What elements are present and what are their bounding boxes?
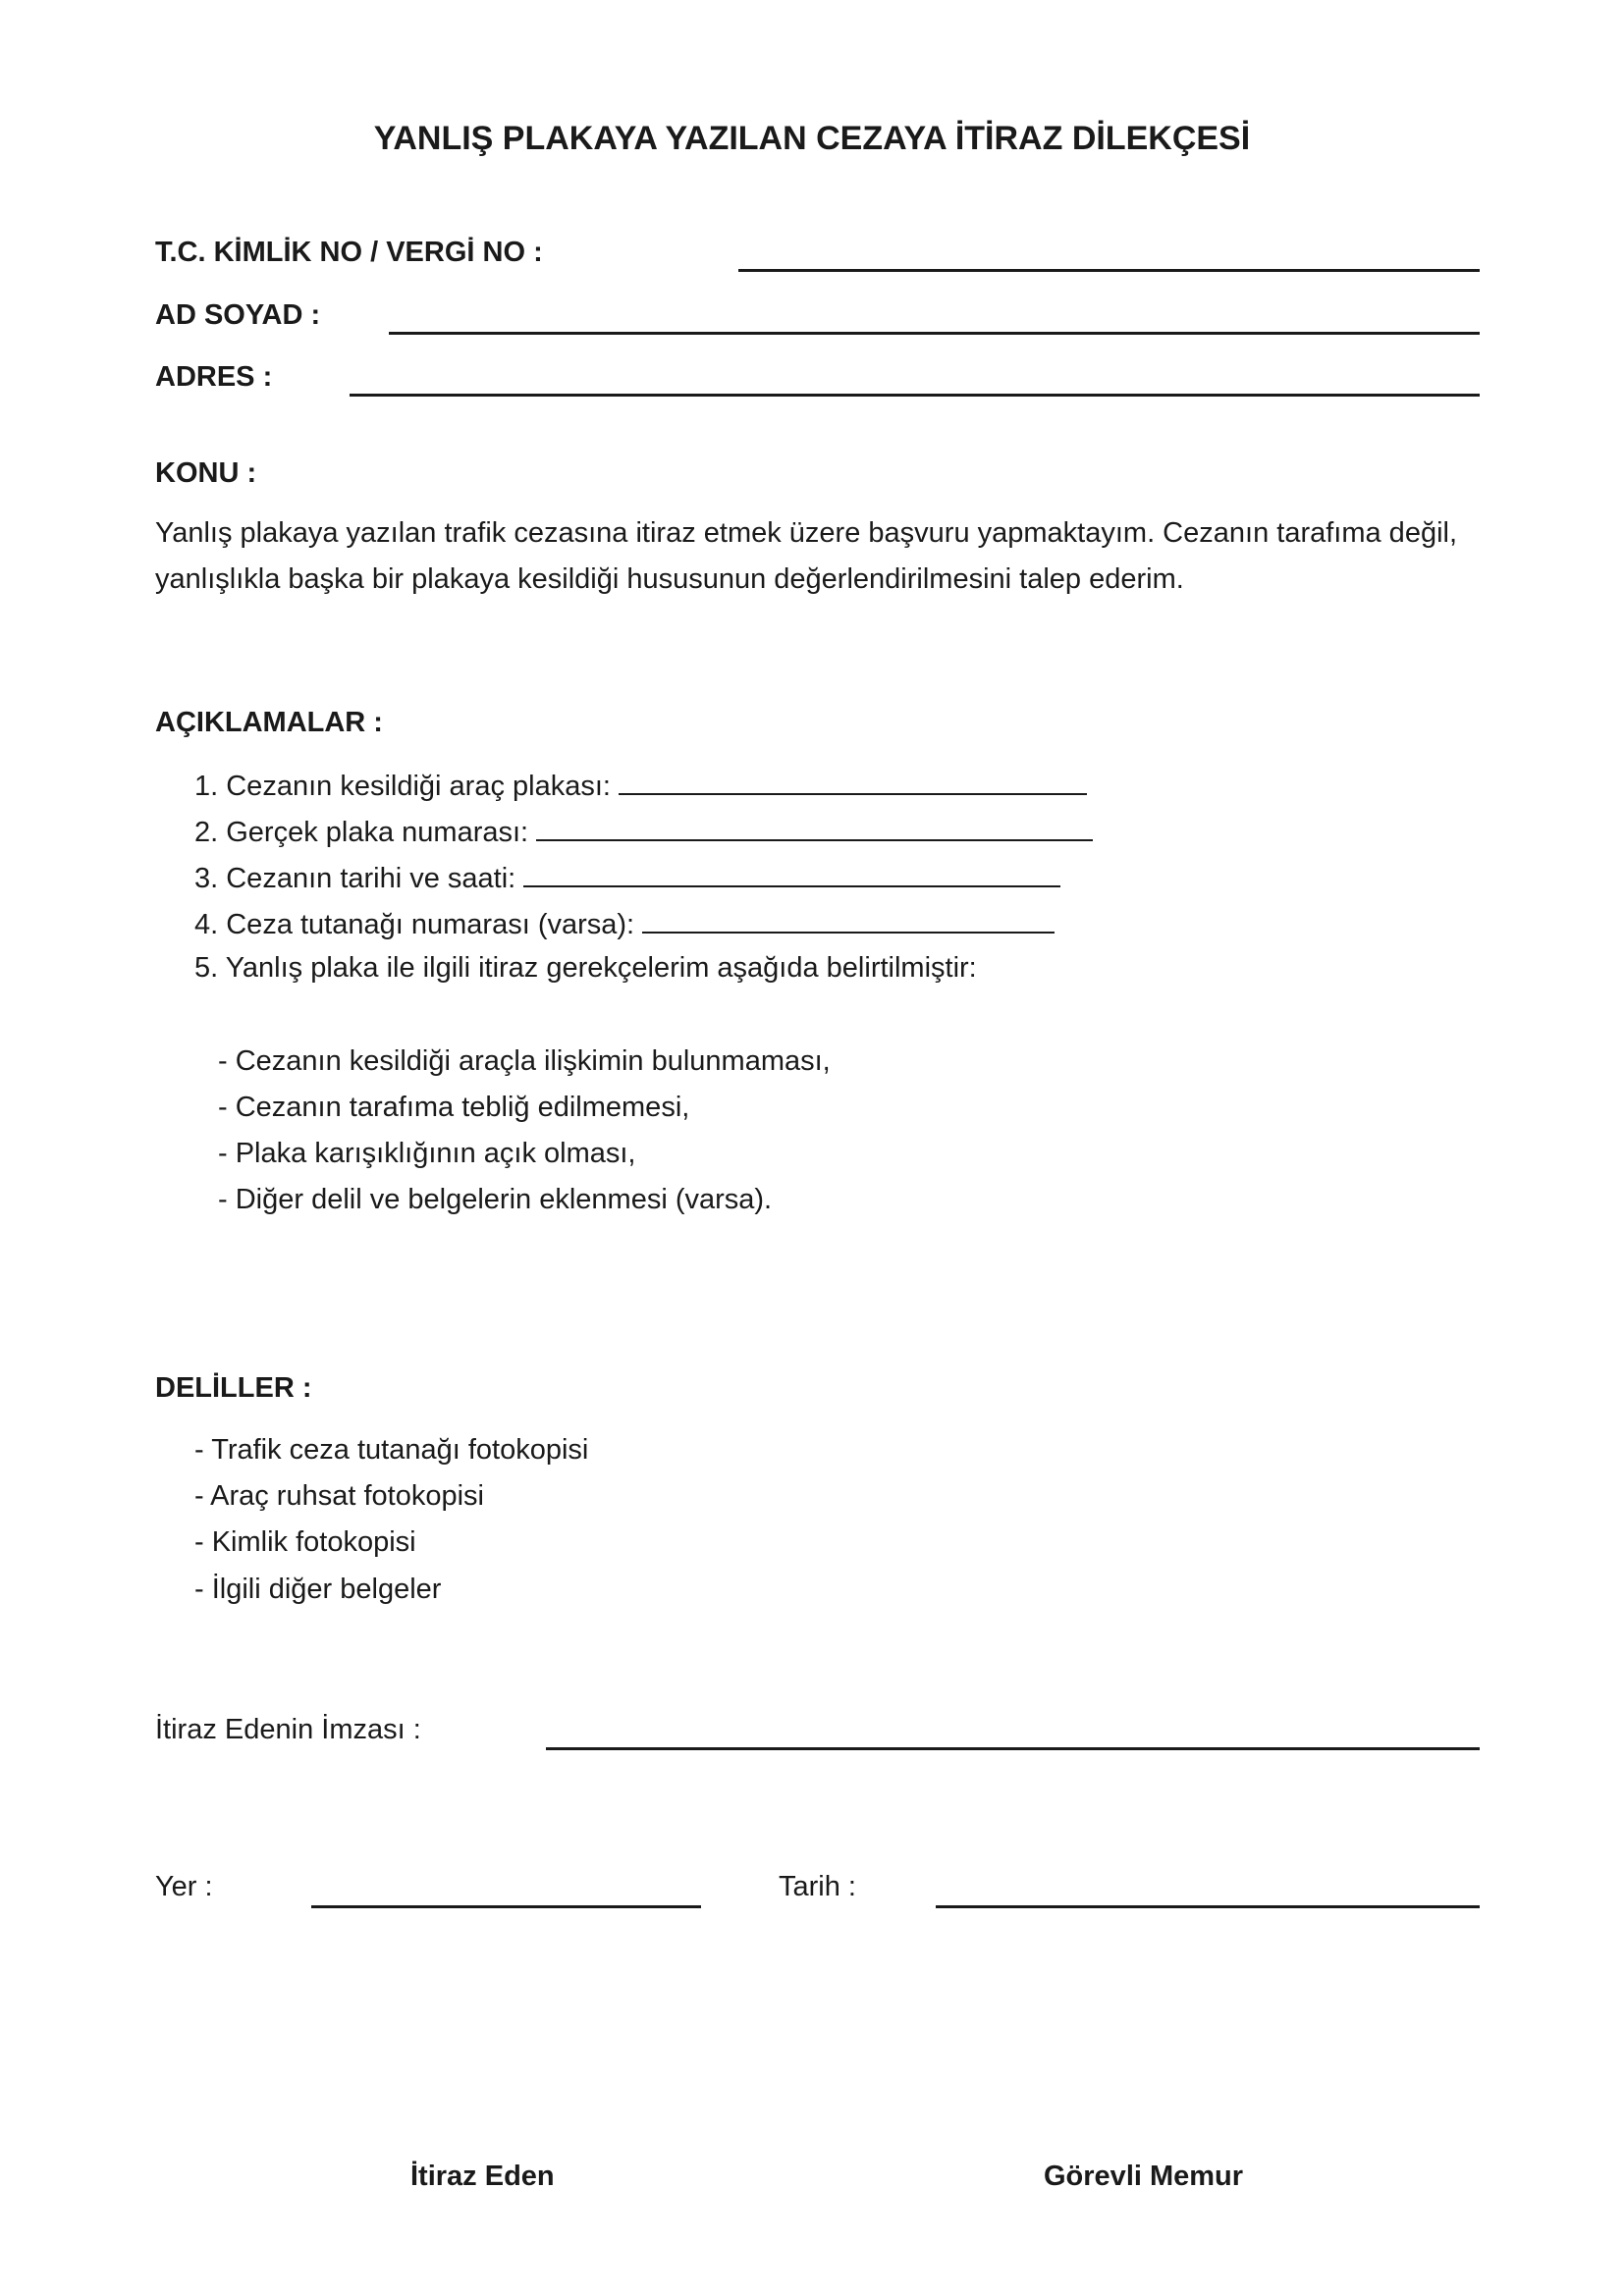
name-label: AD SOYAD : [155,299,321,331]
evidence-item: - Araç ruhsat fotokopisi [194,1480,484,1512]
footer-officer: Görevli Memur [1044,2161,1244,2192]
list-item-label: 3. Cezanın tarihi ve saati: [194,863,516,894]
date-label: Tarih : [779,1871,856,1902]
evidence-item: - Trafik ceza tutanağı fotokopisi [194,1434,589,1466]
list-item: 5. Yanlış plaka ile ilgili itiraz gerekçelerim aşağıda belirtilmiştir: [194,952,977,984]
subject-text: Yanlış plakaya yazılan trafik cezasına itiraz etmek üzere başvuru yapmaktayım. Cezanın tarafıma değil, yanlışlıkla başka bir plakaya kesildiği hususunun değerlendirilmesini talep ederim. [155,517,1458,595]
address-label: ADRES : [155,361,273,393]
list-item [194,860,1060,895]
signature-label: İtiraz Edenin İmzası : [155,1714,421,1745]
report-number-field[interactable] [642,906,1055,934]
fine-datetime-field[interactable] [523,860,1060,887]
subject-heading: KONU : [155,457,257,489]
real-plate-field[interactable] [536,814,1093,841]
evidence-heading: DELİLLER : [155,1372,312,1404]
reason-item: - Diğer delil ve belgelerin eklenmesi (varsa). [218,1184,773,1215]
reason-item: - Cezanın kesildiği araçla ilişkimin bulunmaması, [218,1045,831,1077]
address-field[interactable] [350,394,1480,397]
date-field[interactable] [936,1905,1480,1908]
list-item [194,814,1093,849]
list-item-label: 2. Gerçek plaka numarası: [194,817,529,848]
list-item-label: 4. Ceza tutanağı numarası (varsa): [194,909,635,940]
place-field[interactable] [311,1905,701,1908]
explanations-heading: AÇIKLAMALAR : [155,707,383,738]
page-title: YANLIŞ PLAKAYA YAZILAN CEZAYA İTİRAZ DİLEKÇESİ [373,120,1251,157]
tc-no-field[interactable] [738,269,1480,272]
reason-item: - Cezanın tarafıma tebliğ edilmemesi, [218,1092,690,1123]
name-field[interactable] [389,332,1480,335]
list-item [194,906,1055,941]
reason-item: - Plaka karışıklığının açık olması, [218,1138,636,1169]
list-item [194,768,1087,803]
tc-no-label: T.C. KİMLİK NO / VERGİ NO : [155,237,543,268]
evidence-item: - İlgili diğer belgeler [194,1574,442,1605]
list-item-label: 1. Cezanın kesildiği araç plakası: [194,771,611,802]
plate-issued-field[interactable] [619,768,1087,795]
place-label: Yer : [155,1871,213,1902]
signature-field[interactable] [546,1747,1480,1750]
footer-applicant: İtiraz Eden [410,2161,555,2192]
evidence-item: - Kimlik fotokopisi [194,1526,416,1558]
